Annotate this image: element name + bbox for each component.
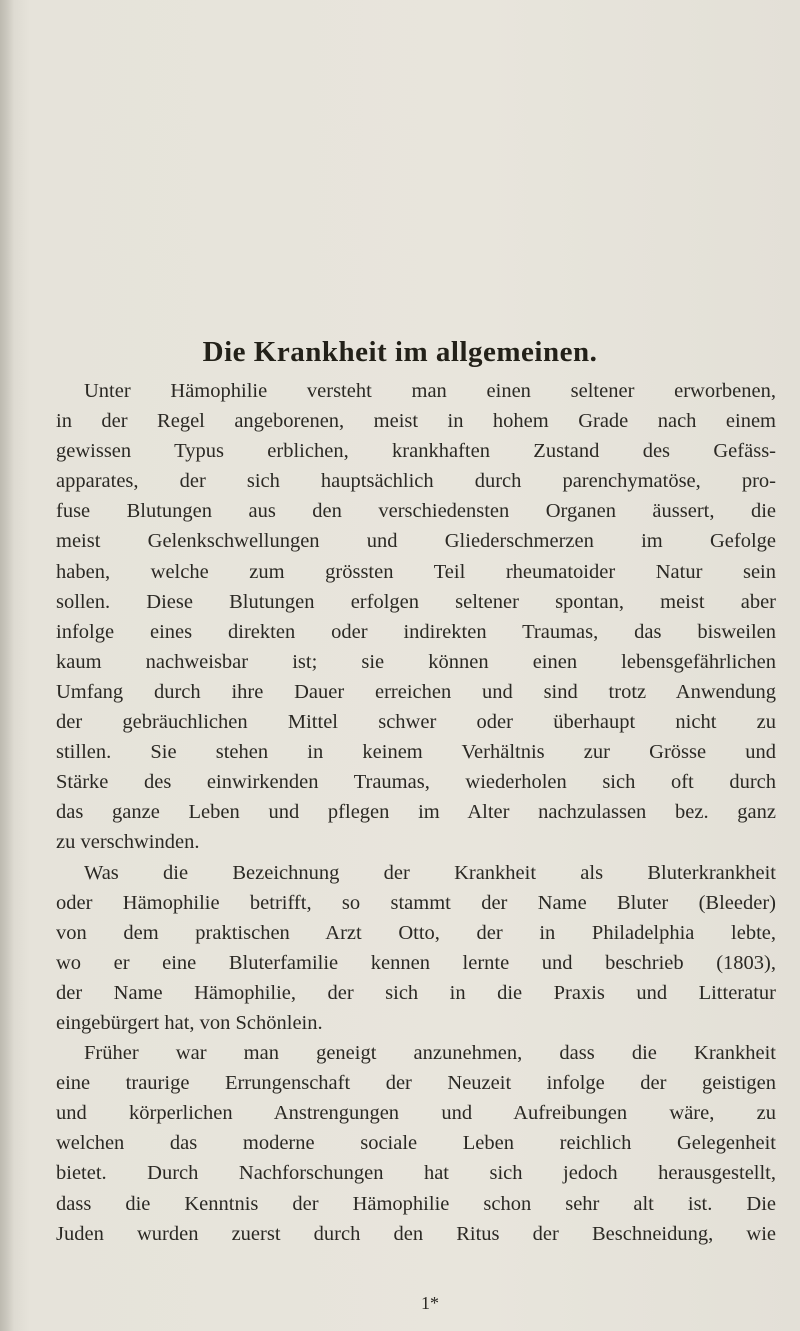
text-line: oder Hämophilie betrifft, so stammt der Name Bluter (Bleeder) <box>56 891 776 914</box>
signature-mark: 1* <box>421 1293 439 1313</box>
text-line: welchen das moderne sociale Leben reichlich Gelegenheit <box>56 1132 776 1155</box>
text-line: apparates, der sich hauptsächlich durch parenchymatöse, pro- <box>56 470 776 493</box>
text-line: und körperlichen Anstrengungen und Aufreibungen wäre, zu <box>56 1102 776 1125</box>
text-line: gewissen Typus erblichen, krankhaften Zustand des Gefäss- <box>56 440 776 463</box>
text-line: zu verschwinden. <box>56 831 200 854</box>
text-line: sollen. Diese Blutungen erfolgen seltener spontan, meist aber <box>56 590 776 613</box>
text-line: kaum nachweisbar ist; sie können einen lebensgefährlichen <box>56 650 776 673</box>
text-line: meist Gelenkschwellungen und Gliederschmerzen im Gefolge <box>56 530 776 553</box>
text-line: Stärke des einwirkenden Traumas, wiederholen sich oft durch <box>56 771 776 794</box>
text-line: eine traurige Errungenschaft der Neuzeit infolge der geistigen <box>56 1072 776 1095</box>
text-line: in der Regel angeborenen, meist in hohem Grade nach einem <box>56 410 776 433</box>
text-line: von dem praktischen Arzt Otto, der in Philadelphia lebte, <box>56 921 776 944</box>
text-line: Was die Bezeichnung der Krankheit als Bluterkrankheit <box>84 861 776 884</box>
text-line: wo er eine Bluterfamilie kennen lernte und beschrieb (1803), <box>56 951 776 974</box>
text-line: Unter Hämophilie versteht man einen seltener erworbenen, <box>84 380 776 402</box>
text-line: Umfang durch ihre Dauer erreichen und sind trotz Anwendung <box>56 680 776 703</box>
text-line: infolge eines direkten oder indirekten Traumas, das bisweilen <box>56 620 776 643</box>
text-line: Früher war man geneigt anzunehmen, dass die Krankheit <box>84 1042 776 1065</box>
body-text <box>56 376 776 1249</box>
text-line: Juden wurden zuerst durch den Ritus der Beschneidung, wie <box>56 1222 776 1245</box>
text-line: der Name Hämophilie, der sich in die Praxis und Litteratur <box>56 981 776 1004</box>
text-line: dass die Kenntnis der Hämophilie schon sehr alt ist. Die <box>56 1192 776 1215</box>
text-line: bietet. Durch Nachforschungen hat sich jedoch herausgestellt, <box>56 1162 776 1185</box>
text-line: der gebräuchlichen Mittel schwer oder überhaupt nicht zu <box>56 711 776 734</box>
text-line: haben, welche zum grössten Teil rheumatoider Natur sein <box>56 560 776 583</box>
chapter-heading: Die Krankheit im allgemeinen. <box>202 336 598 368</box>
text-line: fuse Blutungen aus den verschiedensten Organen äussert, die <box>56 500 776 523</box>
text-line: das ganze Leben und pflegen im Alter nachzulassen bez. ganz <box>56 801 776 824</box>
text-line: eingebürgert hat, von Schönlein. <box>56 1011 323 1034</box>
binding-shadow <box>0 0 14 1331</box>
text-line: stillen. Sie stehen in keinem Verhältnis zur Grösse und <box>56 741 776 764</box>
